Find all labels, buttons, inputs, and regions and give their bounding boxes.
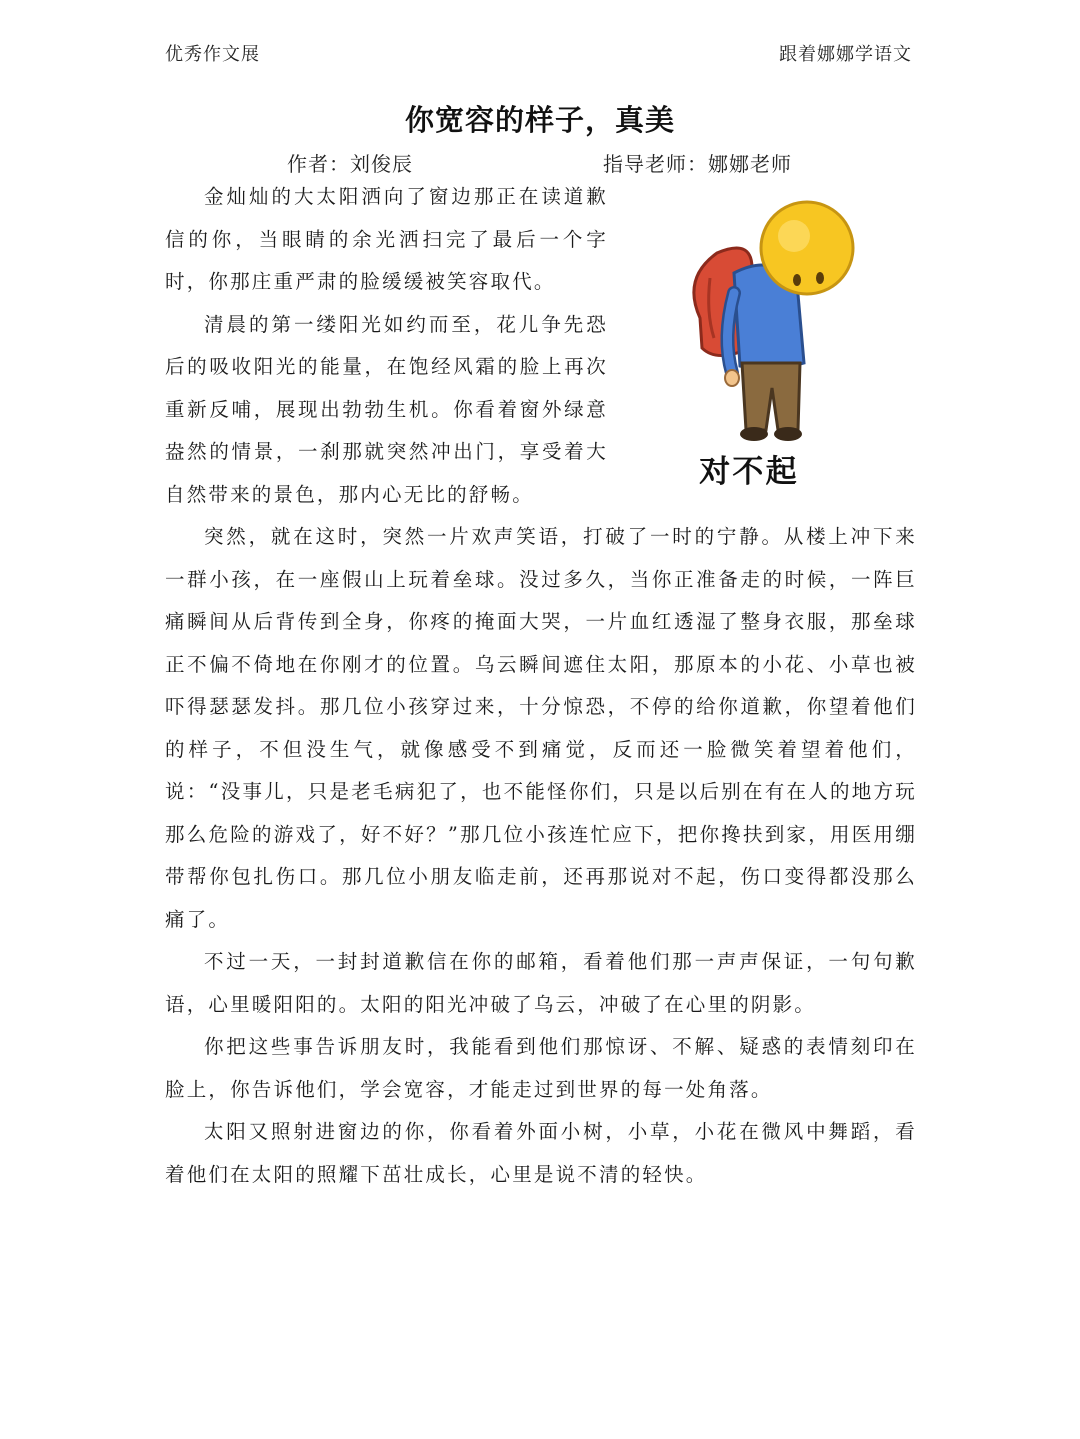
- paragraph-1: 金灿灿的大太阳洒向了窗边那正在读道歉信的你，当眼睛的余光洒扫完了最后一个字时，你那庄重严肃的脸缓缓被笑容取代。: [165, 185, 608, 293]
- bowing-emoji-sticker-icon: [622, 198, 917, 494]
- paragraph-4: 不过一天，一封封道歉信在你的邮箱，看着他们那一声声保证，一句句歉语，心里暖阳阳的。太阳的阳光冲破了乌云，冲破了在心里的阴影。: [165, 950, 917, 1016]
- paragraph-6: 太阳又照射进窗边的你，你看着外面小树，小草，小花在微风中舞蹈，看着他们在太阳的照耀下茁壮成长，心里是说不清的轻快。: [165, 1120, 917, 1186]
- face-icon: [761, 202, 853, 294]
- sticker-caption: 对不起: [699, 454, 799, 490]
- author-line: 作者：刘俊辰: [287, 152, 413, 176]
- header-left-label: 优秀作文展: [165, 44, 260, 65]
- essay-title: 你宽容的样子，真美: [404, 103, 675, 137]
- pants-icon: [742, 363, 800, 430]
- header-right-label: 跟着娜娜学语文: [779, 44, 912, 65]
- essay-body: [165, 176, 917, 1196]
- teacher-line: 指导老师：娜娜老师: [603, 152, 792, 176]
- paragraph-2: 清晨的第一缕阳光如约而至，花儿争先恐后的吸收阳光的能量，在饱经风霜的脸上再次重新反哺，展现出勃勃生机。你看着窗外绿意盎然的情景，一刹那就突然冲出门，享受着大自然带来的景色，那内心无比的舒畅。: [165, 312, 608, 506]
- paragraph-5: 你把这些事告诉朋友时，我能看到他们那惊讶、不解、疑惑的表情刻印在脸上，你告诉他们，学会宽容，才能走过到世界的每一处角落。: [165, 1035, 917, 1101]
- paragraph-3: 突然，就在这时，突然一片欢声笑语，打破了一时的宁静。从楼上冲下来一群小孩，在一座假山上玩着垒球。没过多久，当你正准备走的时候，一阵巨痛瞬间从后背传到全身，你疼的掩面大哭，一片血红透湿了整身衣服，那垒球正不偏不倚地在你刚才的位置。乌云瞬间遮住太阳，那原本的小花、小草也被吓得瑟瑟发抖。那几位小孩穿过来，十分惊恐，不停的给你道歉，你望着他们的样子，不但没生气，就像感受不到痛觉，反而还一脸微笑着望着他们，说：“没事儿，只是老毛病犯了，也不能怪你们，只是以后别在有在人的地方玩那么危险的游戏了，好不好？”那几位小孩连忙应下，把你搀扶到家，用医用绷带帮你包扎伤口。那几位小朋友临走前，还再那说对不起，伤口变得都没那么痛了。: [165, 525, 917, 931]
